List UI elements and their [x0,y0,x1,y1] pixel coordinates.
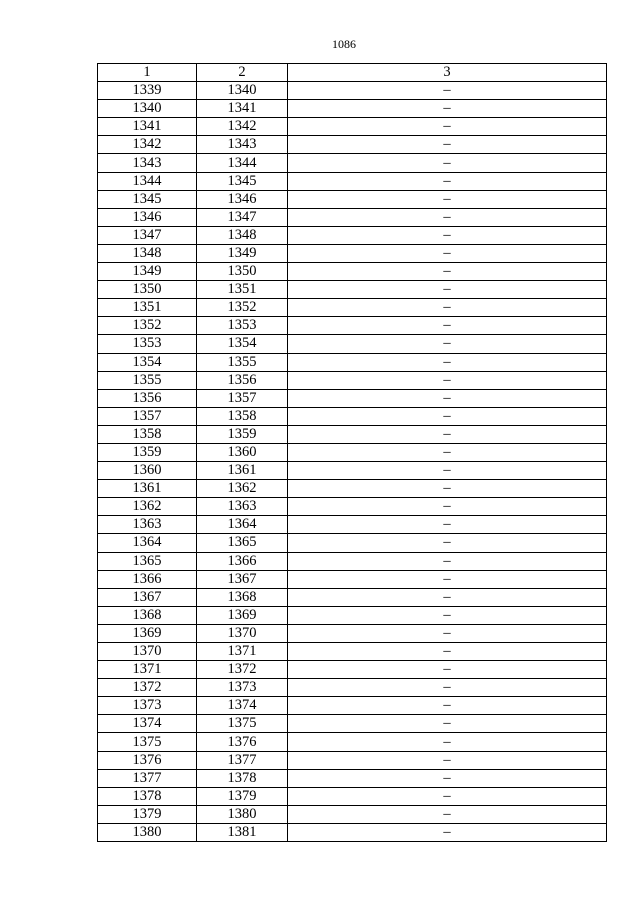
table-cell-col-1: 1348 [98,244,197,262]
table-cell-col-2: 1345 [197,172,288,190]
table-row [98,498,607,516]
table-cell-col-1: 1341 [98,118,197,136]
table-cell-col-3: – [288,679,607,697]
table-cell-col-3: – [288,516,607,534]
page-number: 1086 [332,37,356,51]
table-cell-col-2: 1379 [197,787,288,805]
table-cell-col-3: – [288,263,607,281]
table-cell-col-1: 1357 [98,407,197,425]
table-cell-col-1: 1375 [98,733,197,751]
table-cell-col-2: 1375 [197,715,288,733]
table-cell-col-3: – [288,154,607,172]
table-cell-col-3: – [288,190,607,208]
table-cell-col-1: 1377 [98,769,197,787]
table-cell-col-3: – [288,697,607,715]
table-cell-col-3: – [288,606,607,624]
table-cell-col-1: 1376 [98,751,197,769]
table-cell-col-3: – [288,389,607,407]
table-cell-col-2: 1362 [197,480,288,498]
table-row [98,335,607,353]
table-cell-col-2: 1373 [197,679,288,697]
table-cell-col-3: – [288,462,607,480]
table-cell-col-1: 1367 [98,588,197,606]
table-cell-col-3: – [288,136,607,154]
table-cell-col-2: 1344 [197,154,288,172]
table-cell-col-3: – [288,443,607,461]
table-cell-col-1: 1353 [98,335,197,353]
table-cell-col-1: 1356 [98,389,197,407]
table-cell-col-3: – [288,643,607,661]
table-cell-col-1: 1352 [98,317,197,335]
table-cell-col-3: – [288,371,607,389]
table-row [98,317,607,335]
table-row [98,805,607,823]
table-cell-col-1: 1345 [98,190,197,208]
table-row [98,299,607,317]
table-cell-col-1: 1347 [98,226,197,244]
table-cell-col-1: 1346 [98,208,197,226]
table-cell-col-2: 1354 [197,335,288,353]
table-cell-col-3: – [288,407,607,425]
table-cell-col-2: 1356 [197,371,288,389]
table-row [98,118,607,136]
table-cell-col-2: 1341 [197,100,288,118]
table-row [98,462,607,480]
header-row [98,64,607,82]
table-cell-col-2: 1346 [197,190,288,208]
table-cell-col-2: 1372 [197,661,288,679]
table-cell-col-2: 1353 [197,317,288,335]
table-cell-col-1: 1358 [98,425,197,443]
table-body [98,82,607,842]
table-cell-col-3: – [288,570,607,588]
table-row [98,226,607,244]
table-cell-col-1: 1354 [98,353,197,371]
table-cell-col-3: – [288,787,607,805]
table-cell-col-1: 1374 [98,715,197,733]
table-cell-col-2: 1358 [197,407,288,425]
table-cell-col-2: 1342 [197,118,288,136]
table-row [98,588,607,606]
table-row [98,823,607,841]
table-row [98,570,607,588]
table-cell-col-2: 1376 [197,733,288,751]
table-row [98,480,607,498]
table-row [98,443,607,461]
table-cell-col-1: 1363 [98,516,197,534]
table-row [98,371,607,389]
table-cell-col-2: 1363 [197,498,288,516]
table-row [98,190,607,208]
table-cell-col-1: 1361 [98,480,197,498]
table-cell-col-2: 1370 [197,624,288,642]
table-row [98,136,607,154]
table-cell-col-3: – [288,244,607,262]
table-cell-col-3: – [288,751,607,769]
table-cell-col-2: 1368 [197,588,288,606]
data-table [97,63,607,842]
table-cell-col-2: 1361 [197,462,288,480]
table-cell-col-1: 1371 [98,661,197,679]
table-cell-col-2: 1377 [197,751,288,769]
table-cell-col-1: 1344 [98,172,197,190]
table-cell-col-2: 1359 [197,425,288,443]
column-header-3: 3 [288,64,607,82]
table-cell-col-1: 1379 [98,805,197,823]
table-cell-col-3: – [288,281,607,299]
table-cell-col-1: 1368 [98,606,197,624]
table-row [98,751,607,769]
table-cell-col-2: 1347 [197,208,288,226]
table-cell-col-2: 1380 [197,805,288,823]
table-cell-col-1: 1370 [98,643,197,661]
table-cell-col-1: 1340 [98,100,197,118]
table-cell-col-3: – [288,100,607,118]
table-cell-col-3: – [288,118,607,136]
table-cell-col-2: 1348 [197,226,288,244]
table-cell-col-3: – [288,317,607,335]
table-cell-col-3: – [288,208,607,226]
table-cell-col-3: – [288,480,607,498]
table-row [98,407,607,425]
table-row [98,715,607,733]
table-row [98,281,607,299]
table-row [98,552,607,570]
table-cell-col-1: 1372 [98,679,197,697]
table-row [98,154,607,172]
table-cell-col-2: 1367 [197,570,288,588]
table-cell-col-3: – [288,624,607,642]
table-cell-col-1: 1343 [98,154,197,172]
table-cell-col-2: 1360 [197,443,288,461]
table-cell-col-3: – [288,769,607,787]
table-cell-col-3: – [288,299,607,317]
column-header-1: 1 [98,64,197,82]
table-row [98,643,607,661]
table-cell-col-1: 1366 [98,570,197,588]
table-cell-col-2: 1365 [197,534,288,552]
table-cell-col-3: – [288,226,607,244]
table-cell-col-3: – [288,498,607,516]
table-cell-col-1: 1339 [98,82,197,100]
table-row [98,208,607,226]
table-row [98,624,607,642]
table-cell-col-2: 1381 [197,823,288,841]
table-cell-col-1: 1373 [98,697,197,715]
table-cell-col-1: 1362 [98,498,197,516]
table-cell-col-2: 1366 [197,552,288,570]
table-cell-col-1: 1342 [98,136,197,154]
table-cell-col-2: 1369 [197,606,288,624]
table-row [98,679,607,697]
table-cell-col-3: – [288,733,607,751]
table-cell-col-1: 1355 [98,371,197,389]
table-row [98,425,607,443]
table-cell-col-1: 1349 [98,263,197,281]
table-cell-col-3: – [288,715,607,733]
table-cell-col-1: 1365 [98,552,197,570]
table-cell-col-2: 1364 [197,516,288,534]
table-row [98,787,607,805]
table-cell-col-2: 1378 [197,769,288,787]
table-row [98,606,607,624]
table-cell-col-2: 1349 [197,244,288,262]
table-cell-col-3: – [288,353,607,371]
table-row [98,697,607,715]
table-cell-col-3: – [288,805,607,823]
table-cell-col-1: 1359 [98,443,197,461]
table-row [98,534,607,552]
table-row [98,82,607,100]
table-cell-col-3: – [288,335,607,353]
table-row [98,172,607,190]
table-cell-col-3: – [288,425,607,443]
table-row [98,353,607,371]
table-row [98,661,607,679]
table-row [98,389,607,407]
table-cell-col-1: 1364 [98,534,197,552]
column-header-2: 2 [197,64,288,82]
table-row [98,100,607,118]
table-cell-col-1: 1351 [98,299,197,317]
table-cell-col-1: 1378 [98,787,197,805]
table-cell-col-2: 1340 [197,82,288,100]
table-row [98,244,607,262]
table-row [98,769,607,787]
table-cell-col-2: 1374 [197,697,288,715]
table-cell-col-2: 1351 [197,281,288,299]
table-cell-col-1: 1360 [98,462,197,480]
table-cell-col-3: – [288,552,607,570]
table-cell-col-2: 1343 [197,136,288,154]
table-cell-col-3: – [288,82,607,100]
table-cell-col-3: – [288,823,607,841]
table-cell-col-2: 1352 [197,299,288,317]
table-cell-col-3: – [288,588,607,606]
table-cell-col-3: – [288,172,607,190]
table-cell-col-1: 1369 [98,624,197,642]
table-cell-col-1: 1380 [98,823,197,841]
table-row [98,263,607,281]
table-cell-col-2: 1371 [197,643,288,661]
table-cell-col-1: 1350 [98,281,197,299]
table-row [98,516,607,534]
table-cell-col-3: – [288,661,607,679]
table-cell-col-3: – [288,534,607,552]
table-cell-col-2: 1355 [197,353,288,371]
table-cell-col-2: 1357 [197,389,288,407]
table-cell-col-2: 1350 [197,263,288,281]
table-row [98,733,607,751]
